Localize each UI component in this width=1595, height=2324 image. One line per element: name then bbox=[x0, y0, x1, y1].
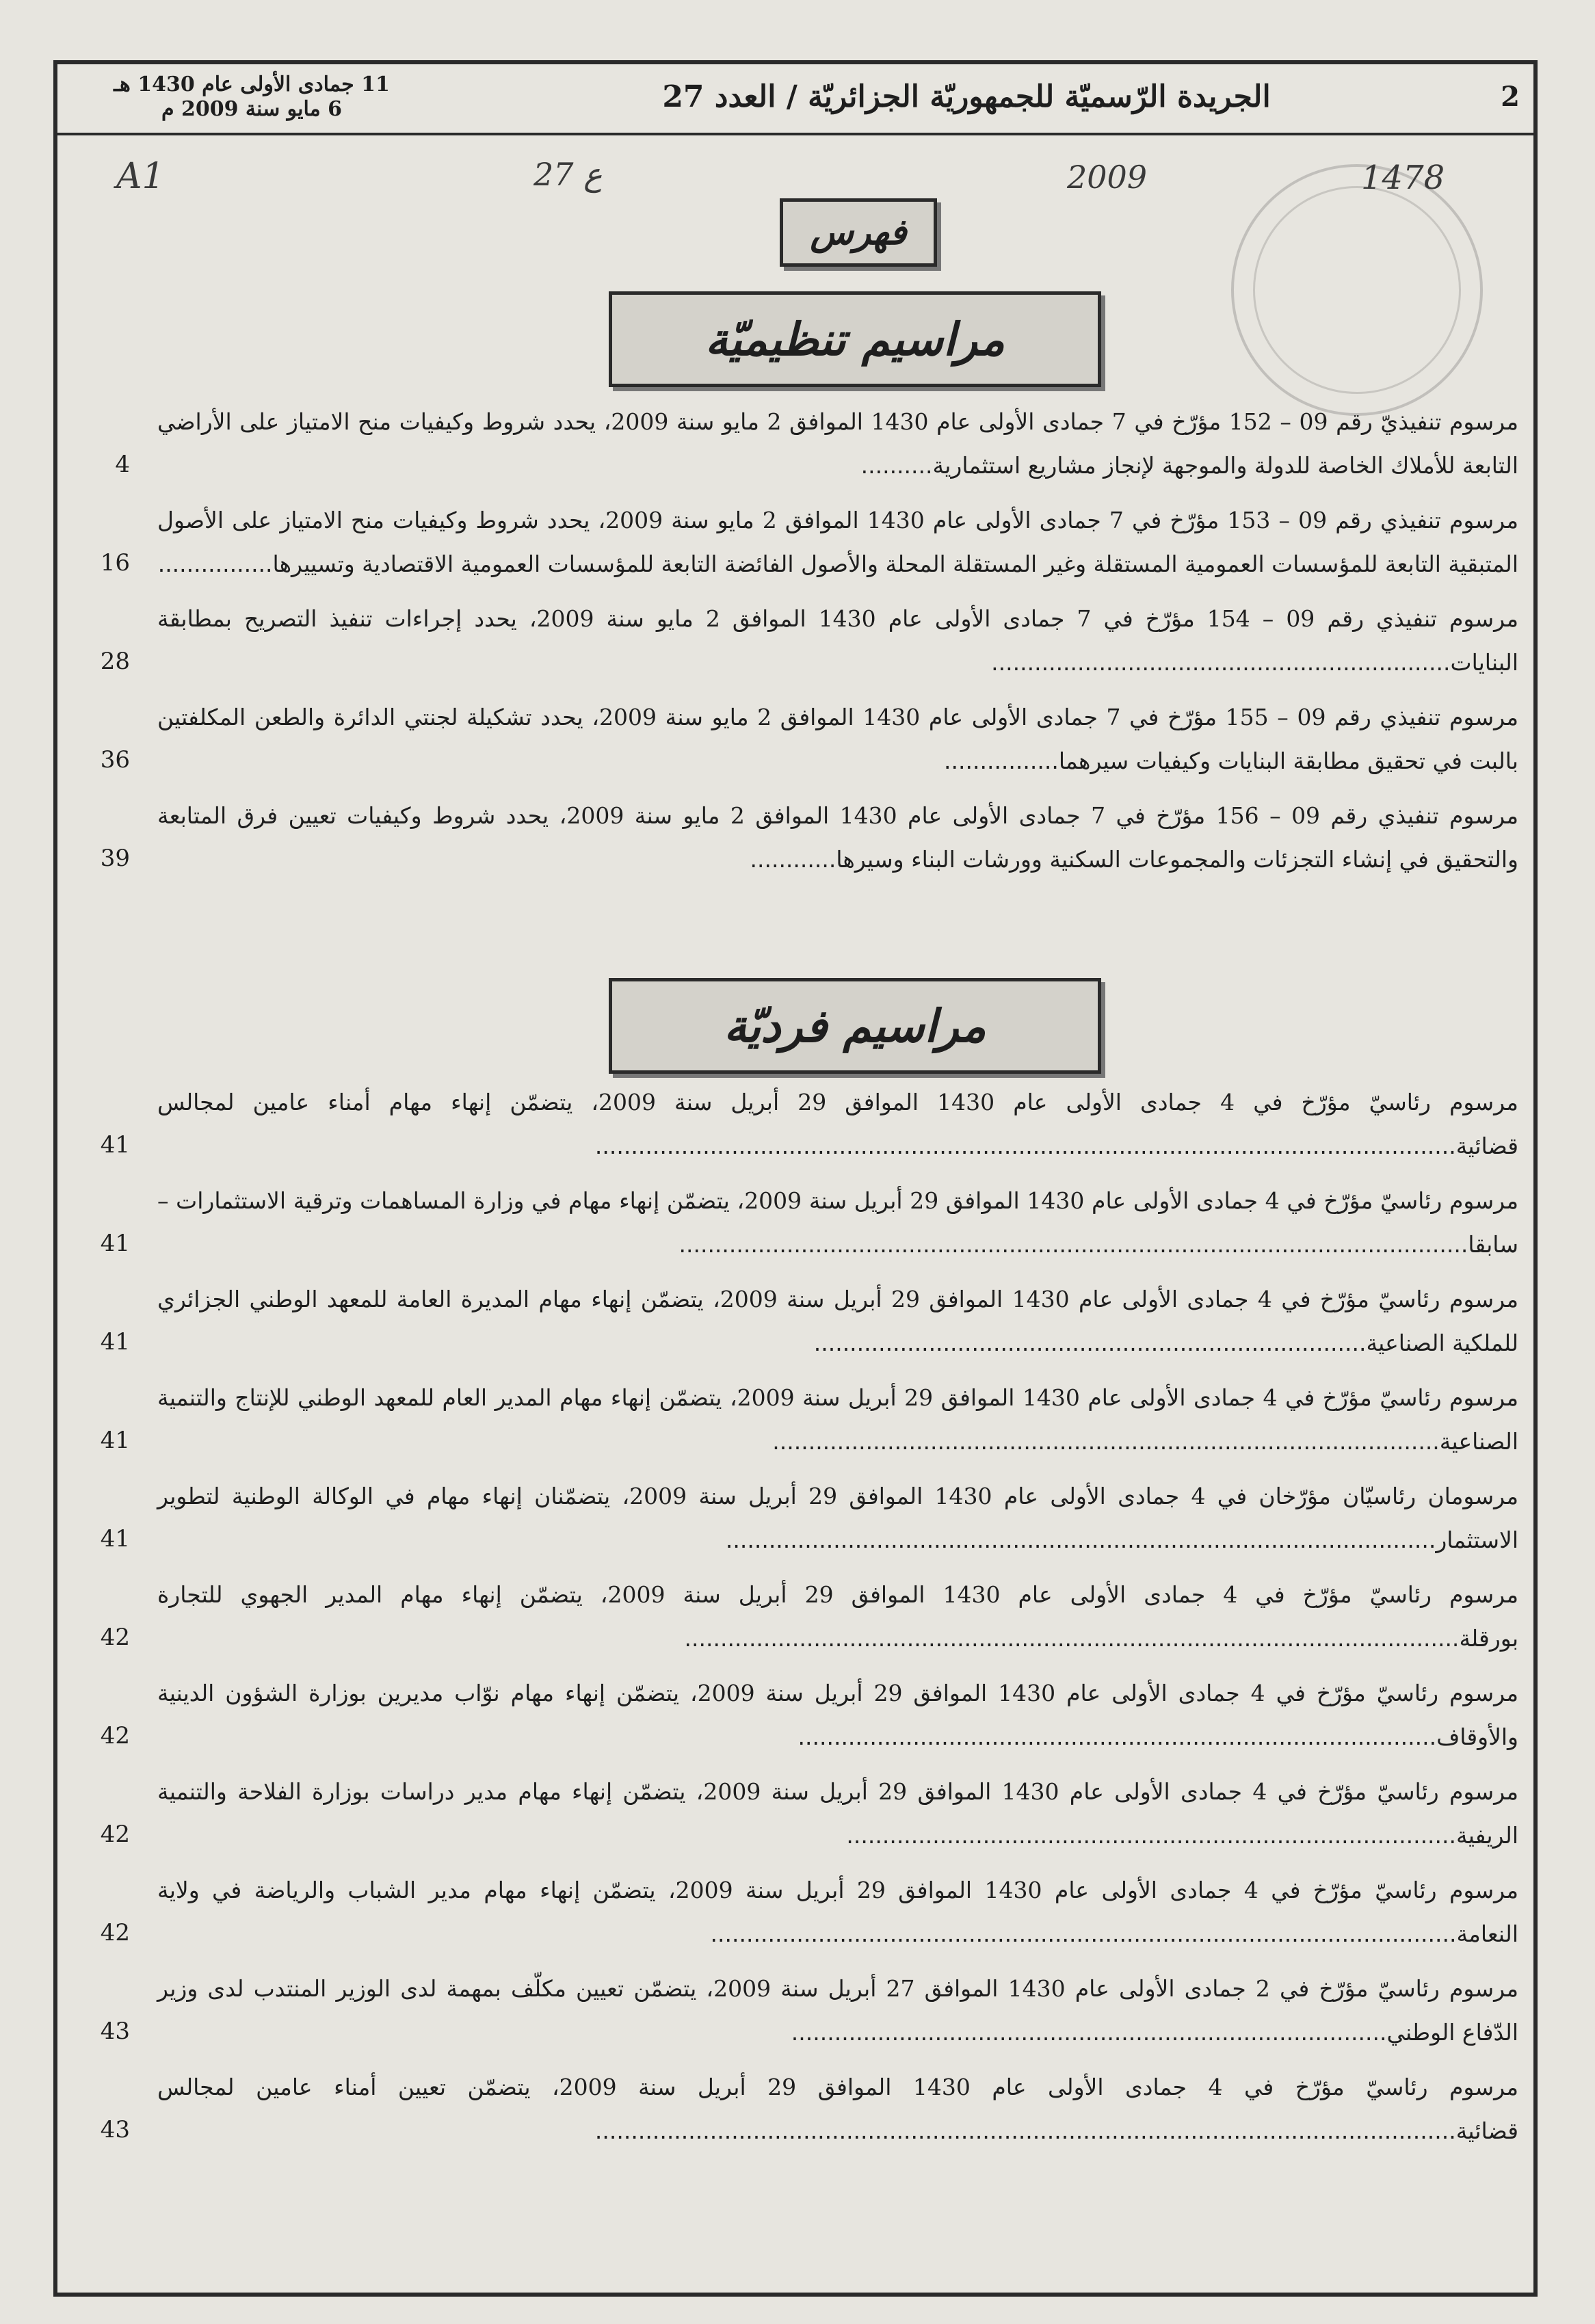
toc-entry-text: مرسوم تنفيذيّ رقم 09 – 152 مؤرّخ في 7 جمادى الأولى عام 1430 الموافق 2 مايو سنة 2009، يحدد شروط وكيفيات منح الامتياز على الأراضي التابعة للأملاك الخاصة للدولة والموجهة لإنجاز مشاريع استثمارية bbox=[157, 408, 1519, 479]
regulatory-entries bbox=[100, 400, 1519, 893]
toc-entry-text: مرسوم تنفيذي رقم 09 – 155 مؤرّخ في 7 جمادى الأولى عام 1430 الموافق 2 مايو سنة 2009، يحدد تشكيلة لجنتي الدائرة والطعن المكلفتين بالبت في تحقيق مطابقة البنايات وكيفيات سيرهما bbox=[157, 704, 1518, 774]
toc-entry-page: 42 bbox=[100, 1919, 130, 1946]
index-title-box bbox=[780, 198, 937, 267]
section-individual-title: مراسيم فرديّة bbox=[724, 999, 986, 1053]
toc-entry-page: 41 bbox=[100, 1427, 130, 1454]
toc-entry-text: مرسوم رئاسيّ مؤرّخ في 4 جمادى الأولى عام 1430 الموافق 29 أبريل سنة 2009، يتضمّن إنهاء مهام مدير دراسات بوزارة الفلاحة والتنمية الريفية bbox=[157, 1778, 1518, 1849]
toc-entry-text: مرسوم تنفيذي رقم 09 – 153 مؤرّخ في 7 جمادى الأولى عام 1430 الموافق 2 مايو سنة 2009، يحدد شروط وكيفيات منح الامتياز على الأصول المتبقية التابعة للمؤسسات العمومية المستقلة وغير المستقلة المحلة والأصول الفائضة التابعة للمؤسسات العمومية الاقتصادية وتسييرها bbox=[157, 507, 1519, 577]
toc-entry-page: 41 bbox=[100, 1131, 130, 1159]
toc-entry-page: 41 bbox=[100, 1328, 130, 1356]
toc-entry-text: مرسوم رئاسيّ مؤرّخ في 4 جمادى الأولى عام 1430 الموافق 29 أبريل سنة 2009، يتضمّن تعيين أمناء عامين لمجالس قضائية bbox=[157, 2074, 1519, 2144]
toc-entry-page: 42 bbox=[100, 1624, 130, 1651]
toc-entry-page: 42 bbox=[100, 1821, 130, 1848]
toc-entry-text: مرسوم رئاسيّ مؤرّخ في 4 جمادى الأولى عام 1430 الموافق 29 أبريل سنة 2009، يتضمّن إنهاء مهام نوّاب مديرين بوزارة الشؤون الدينية والأوقاف bbox=[157, 1680, 1519, 1750]
toc-entry-text: مرسومان رئاسيّان مؤرّخان في 4 جمادى الأولى عام 1430 الموافق 29 أبريل سنة 2009، يتضمّنان إنهاء مهام في الوكالة الوطنية لتطوير الاستثمار bbox=[157, 1483, 1518, 1553]
handwritten-note-left: A1 bbox=[116, 156, 165, 197]
header-date bbox=[74, 72, 430, 122]
toc-entry-page: 36 bbox=[100, 746, 130, 774]
individual-entries bbox=[100, 1081, 1519, 2164]
toc-entry: مرسوم رئاسيّ مؤرّخ في 4 جمادى الأولى عام 1430 الموافق 29 أبريل سنة 2009، يتضمّن إنهاء مهام نوّاب مديرين بوزارة الشؤون الدينية والأوقاف......................................................................................... 42 bbox=[157, 1672, 1518, 1770]
handwritten-note-year: 2009 bbox=[1067, 159, 1148, 196]
page-header bbox=[57, 64, 1533, 135]
toc-entry: مرسوم رئاسيّ مؤرّخ في 4 جمادى الأولى عام 1430 الموافق 29 أبريل سنة 2009، يتضمّن إنهاء مهام مدير دراسات بوزارة الفلاحة والتنمية الريفية..................................................................................... 42 bbox=[157, 1770, 1518, 1869]
toc-entry-page: 43 bbox=[100, 2018, 130, 2045]
toc-entry-text: مرسوم رئاسيّ مؤرّخ في 4 جمادى الأولى عام 1430 الموافق 29 أبريل سنة 2009، يتضمّن إنهاء مهام المديرة العامة للمعهد الوطني الجزائري للملكية الصناعية bbox=[157, 1286, 1519, 1356]
toc-entry-text: مرسوم تنفيذي رقم 09 – 156 مؤرّخ في 7 جمادى الأولى عام 1430 الموافق 2 مايو سنة 2009، يحدد شروط وكيفيات تعيين فرق المتابعة والتحقيق في إنشاء التجزئات والمجموعات السكنية وورشات البناء وسيرها bbox=[157, 802, 1519, 873]
toc-entry-text: مرسوم رئاسيّ مؤرّخ في 2 جمادى الأولى عام 1430 الموافق 27 أبريل سنة 2009، يتضمّن تعيين مكلّف بمهمة لدى الوزير المنتدب لدى وزير الدّفاع الوطني bbox=[157, 1975, 1519, 2046]
toc-entry-page: 43 bbox=[100, 2116, 130, 2143]
toc-entry: مرسوم رئاسيّ مؤرّخ في 4 جمادى الأولى عام 1430 الموافق 29 أبريل سنة 2009، يتضمّن إنهاء مهام المديرة العامة للمعهد الوطني الجزائري للملكية الصناعية............................................................................. 41 bbox=[157, 1278, 1518, 1376]
toc-entry: مرسوم تنفيذي رقم 09 – 155 مؤرّخ في 7 جمادى الأولى عام 1430 الموافق 2 مايو سنة 2009، يحدد تشكيلة لجنتي الدائرة والطعن المكلفتين بالبت في تحقيق مطابقة البنايات وكيفيات سيرهما................ 36 bbox=[157, 696, 1518, 794]
toc-entry-text: مرسوم رئاسيّ مؤرّخ في 4 جمادى الأولى عام 1430 الموافق 29 أبريل سنة 2009، يتضمّن إنهاء مهام المدير العام للمعهد الوطني للإنتاج والتنمية الصناعية bbox=[157, 1384, 1519, 1455]
toc-entry: مرسوم رئاسيّ مؤرّخ في 4 جمادى الأولى عام 1430 الموافق 29 أبريل سنة 2009، يتضمّن تعيين أمناء عامين لمجالس قضائية........................................................................................................................ 43 bbox=[157, 2065, 1518, 2164]
toc-entry: مرسوم تنفيذيّ رقم 09 – 152 مؤرّخ في 7 جمادى الأولى عام 1430 الموافق 2 مايو سنة 2009، يحدد شروط وكيفيات منح الامتياز على الأراضي التابعة للأملاك الخاصة للدولة والموجهة لإنجاز مشاريع استثمارية.......... 4 bbox=[157, 400, 1518, 499]
section-regulatory-box bbox=[609, 291, 1101, 387]
toc-entry-page: 39 bbox=[100, 845, 130, 872]
toc-entry: مرسوم رئاسيّ مؤرّخ في 4 جمادى الأولى عام 1430 الموافق 29 أبريل سنة 2009، يتضمّن إنهاء مهام في وزارة المساهمات وترقية الاستثمارات – سابقا.............................................................................................................. 41 bbox=[157, 1179, 1518, 1278]
toc-entry: مرسوم تنفيذي رقم 09 – 154 مؤرّخ في 7 جمادى الأولى عام 1430 الموافق 2 مايو سنة 2009، يحدد إجراءات تنفيذ التصريح بمطابقة البنايات................................................................ 28 bbox=[157, 597, 1518, 696]
section-individual-box bbox=[609, 978, 1101, 1074]
toc-entry-text: مرسوم رئاسيّ مؤرّخ في 4 جمادى الأولى عام 1430 الموافق 29 أبريل سنة 2009، يتضمّن إنهاء مهام مدير الشباب والرياضة في ولاية النعامة bbox=[157, 1877, 1518, 1947]
toc-entry-page: 41 bbox=[100, 1525, 130, 1553]
toc-entry-page: 41 bbox=[100, 1230, 130, 1257]
header-date-hijri: 11 جمادى الأولى عام 1430 هـ bbox=[114, 72, 390, 96]
header-title: الجريدة الرّسميّة للجمهوريّة الجزائريّة / العدد 27 bbox=[662, 79, 1271, 114]
toc-entry: مرسوم رئاسيّ مؤرّخ في 4 جمادى الأولى عام 1430 الموافق 29 أبريل سنة 2009، يتضمّن إنهاء مهام أمناء عامين لمجالس قضائية........................................................................................................................ 41 bbox=[157, 1081, 1518, 1179]
toc-entry-page: 4 bbox=[115, 451, 130, 478]
handwritten-note-right: 1478 bbox=[1361, 159, 1445, 197]
toc-entry-page: 42 bbox=[100, 1722, 130, 1749]
toc-entry-text: مرسوم تنفيذي رقم 09 – 154 مؤرّخ في 7 جمادى الأولى عام 1430 الموافق 2 مايو سنة 2009، يحدد إجراءات تنفيذ التصريح بمطابقة البنايات bbox=[157, 605, 1518, 676]
index-title: فهرس bbox=[810, 211, 907, 253]
toc-entry: مرسوم تنفيذي رقم 09 – 153 مؤرّخ في 7 جمادى الأولى عام 1430 الموافق 2 مايو سنة 2009، يحدد شروط وكيفيات منح الامتياز على الأصول المتبقية التابعة للمؤسسات العمومية المستقلة وغير المستقلة المحلة والأصول الفائضة التابعة للمؤسسات العمومية الاقتصادية وتسييرها................ 16 bbox=[157, 499, 1518, 597]
toc-entry: مرسوم رئاسيّ مؤرّخ في 4 جمادى الأولى عام 1430 الموافق 29 أبريل سنة 2009، يتضمّن إنهاء مهام المدير الجهوي للتجارة بورقلة............................................................................................................ 42 bbox=[157, 1573, 1518, 1672]
toc-entry-page: 28 bbox=[100, 648, 130, 675]
header-date-gregorian: 6 مايو سنة 2009 م bbox=[161, 97, 343, 121]
header-page-number: 2 bbox=[1501, 81, 1520, 113]
toc-entry: مرسوم رئاسيّ مؤرّخ في 4 جمادى الأولى عام 1430 الموافق 29 أبريل سنة 2009، يتضمّن إنهاء مهام مدير الشباب والرياضة في ولاية النعامة........................................................................................................ 42 bbox=[157, 1869, 1518, 1967]
toc-entry-text: مرسوم رئاسيّ مؤرّخ في 4 جمادى الأولى عام 1430 الموافق 29 أبريل سنة 2009، يتضمّن إنهاء مهام المدير الجهوي للتجارة بورقلة bbox=[157, 1581, 1518, 1652]
toc-entry: مرسوم تنفيذي رقم 09 – 156 مؤرّخ في 7 جمادى الأولى عام 1430 الموافق 2 مايو سنة 2009، يحدد شروط وكيفيات تعيين فرق المتابعة والتحقيق في إنشاء التجزئات والمجموعات السكنية وورشات البناء وسيرها............ 39 bbox=[157, 794, 1518, 893]
toc-entry-text: مرسوم رئاسيّ مؤرّخ في 4 جمادى الأولى عام 1430 الموافق 29 أبريل سنة 2009، يتضمّن إنهاء مهام في وزارة المساهمات وترقية الاستثمارات – سابقا bbox=[157, 1187, 1519, 1258]
toc-entry: مرسوم رئاسيّ مؤرّخ في 2 جمادى الأولى عام 1430 الموافق 27 أبريل سنة 2009، يتضمّن تعيين مكلّف بمهمة لدى الوزير المنتدب لدى وزير الدّفاع الوطني................................................................................... 43 bbox=[157, 1967, 1518, 2065]
toc-entry-text: مرسوم رئاسيّ مؤرّخ في 4 جمادى الأولى عام 1430 الموافق 29 أبريل سنة 2009، يتضمّن إنهاء مهام أمناء عامين لمجالس قضائية bbox=[157, 1089, 1518, 1159]
toc-entry-page: 16 bbox=[100, 549, 130, 577]
toc-entry: مرسوم رئاسيّ مؤرّخ في 4 جمادى الأولى عام 1430 الموافق 29 أبريل سنة 2009، يتضمّن إنهاء مهام المدير العام للمعهد الوطني للإنتاج والتنمية الصناعية............................................................................................. 41 bbox=[157, 1376, 1518, 1475]
section-regulatory-title: مراسيم تنظيميّة bbox=[704, 313, 1005, 366]
toc-entry: مرسومان رئاسيّان مؤرّخان في 4 جمادى الأولى عام 1430 الموافق 29 أبريل سنة 2009، يتضمّنان إنهاء مهام في الوكالة الوطنية لتطوير الاستثمار................................................................................................... 41 bbox=[157, 1475, 1518, 1573]
handwritten-note-middle: 27 ع bbox=[533, 156, 603, 193]
